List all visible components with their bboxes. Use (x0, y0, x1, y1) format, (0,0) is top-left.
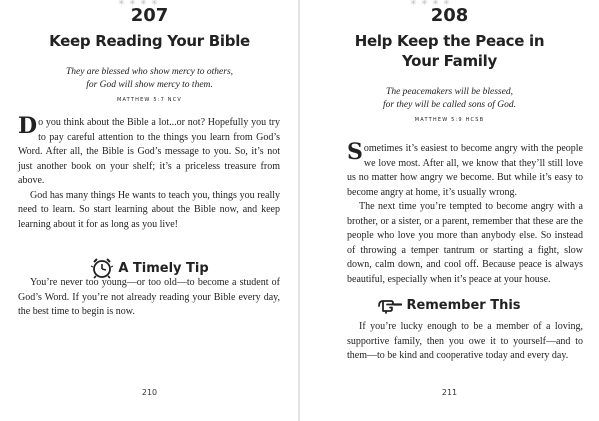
body-text (347, 139, 583, 287)
paragraph: Do you think about the Bible a lot...or not? Hopefully you try to pay careful attention to the things you learn from God’s Word. After all, the Bible is God’s message to you. So, it’s not just another book on your shelf; it’s a priceless treasure from above. (18, 113, 280, 186)
verse-line: for God will show mercy to them. (86, 80, 213, 90)
drop-cap: D (18, 113, 38, 139)
page-number: 211 (441, 388, 458, 397)
devotion-number: 207 (130, 5, 169, 26)
tip-heading: A Timely Tip (0, 257, 299, 279)
pointing-hand-icon (378, 296, 402, 314)
right-page (300, 0, 599, 421)
devotion-number: 208 (430, 5, 469, 26)
left-page (0, 0, 299, 421)
paragraph: God has many things He wants to teach you, things you really need to learn. So start learning about the Bible now, and keep learning about it for as long as you live! (18, 189, 280, 230)
drop-cap: S (347, 139, 363, 165)
paragraph: The next time you’re tempted to become angry with a brother, or a sister, or a parent, remember that these are the people who love you more than anybody else. So instead of throwing a temper tantrum or starting a fight, slow down, calm down, and cool off. Because peace is always beautiful, especially when it’s peace at your house. (347, 201, 583, 285)
decorative-stars-icon: ✳ ✳ ✳ ✳ (410, 0, 450, 6)
remember-heading: Remember This (300, 296, 599, 314)
devotion-title: Keep Reading Your Bible (49, 32, 250, 50)
verse-reference: MATTHEW 5:9 HCSB (414, 117, 485, 123)
verse-line: for they will be called sons of God. (383, 100, 516, 110)
paragraph: Sometimes it’s easiest to become angry with the people we love most. After all, we know that they’ll still love us no matter how angry we become. But while it’s easy to become angry at home, it’s usually wrong. (347, 139, 583, 198)
verse-reference: MATTHEW 5:7 NCV (116, 97, 183, 103)
decorative-stars-icon: ✳ ✳ ✳ ✳ (118, 0, 158, 6)
devotion-title: Your Family (402, 52, 497, 70)
verse-line: They are blessed who show mercy to others, (65, 67, 234, 77)
remember-text: If you’re lucky enough to be a member of a loving, supportive family, then you owe it to yourself—and to them—to be kind and cooperative today and every day. (347, 321, 583, 361)
page-number: 210 (141, 388, 158, 397)
tip-text: You’re never too young—or too old—to become a student of God’s Word. If you’re not already reading your Bible every day, the best time to begin is now. (18, 277, 280, 317)
devotion-title: Help Keep the Peace in (354, 32, 545, 50)
body-text (18, 113, 280, 232)
verse-line: The peacemakers will be blessed, (386, 87, 513, 97)
